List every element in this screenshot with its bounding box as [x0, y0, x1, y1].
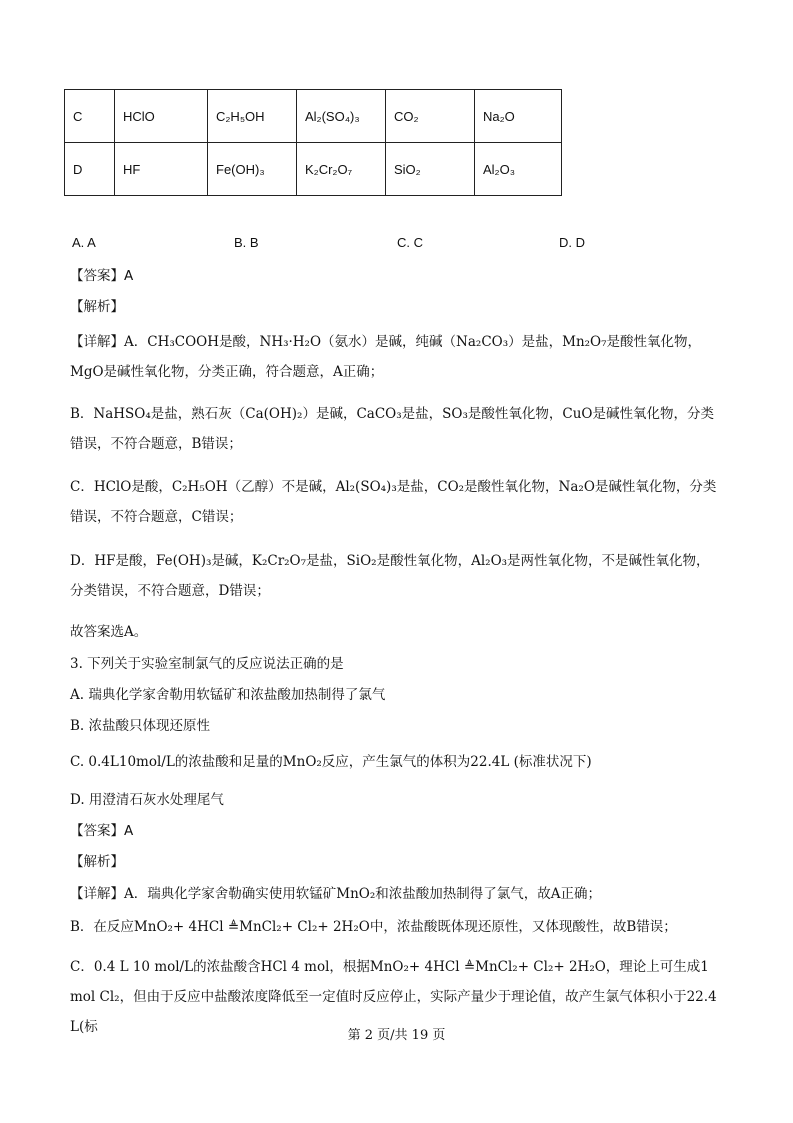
table-row	[65, 90, 562, 143]
q2-detail-a: 【详解】A．CH₃COOH是酸，NH₃·H₂O（氨水）是碱，纯碱（Na₂CO₃）是盐，Mn₂O₇是酸性氧化物，MgO是碱性氧化物，分类正确，符合题意，A正确；	[70, 334, 702, 380]
q2-answer: 【答案】A	[70, 268, 134, 284]
option-d: D. D	[559, 235, 585, 250]
q3-detail-a: 【详解】A．瑞典化学家舍勒确实使用软锰矿MnO₂和浓盐酸加热制得了氯气，故A正确；	[70, 886, 601, 902]
base-cell: C₂H₅OH	[208, 90, 297, 143]
base-cell: Fe(OH)₃	[208, 143, 297, 196]
table-row	[65, 143, 562, 196]
option-c: C. C	[397, 235, 423, 250]
q3-option-a: A. 瑞典化学家舍勒用软锰矿和浓盐酸加热制得了氯气	[70, 687, 386, 703]
acid-oxide-cell: CO₂	[386, 90, 475, 143]
option-a: A. A	[72, 235, 96, 250]
basic-oxide-cell: Na₂O	[475, 90, 562, 143]
q3-stem: 3. 下列关于实验室制氯气的反应说法正确的是	[70, 656, 344, 672]
classification-table	[64, 89, 562, 196]
q2-conclusion: 故答案选A。	[70, 624, 148, 640]
acid-oxide-cell: SiO₂	[386, 143, 475, 196]
q2-detail-b: B．NaHSO₄是盐，熟石灰（Ca(OH)₂）是碱，CaCO₃是盐，SO₃是酸性氧化物，CuO是碱性氧化物，分类错误，不符合题意，B错误；	[70, 406, 714, 452]
q3-option-c: C. 0.4L10mol/L的浓盐酸和足量的MnO₂反应，产生氯气的体积为22.4L (标准状况下)	[70, 754, 592, 770]
q2-detail-d: D．HF是酸，Fe(OH)₃是碱，K₂Cr₂O₇是盐，SiO₂是酸性氧化物，Al₂O₃是两性氧化物，不是碱性氧化物，分类错误，不符合题意，D错误；	[70, 553, 710, 599]
q2-detail-c: C．HClO是酸，C₂H₅OH（乙醇）不是碱，Al₂(SO₄)₃是盐，CO₂是酸性氧化物，Na₂O是碱性氧化物，分类错误，不符合题意，C错误；	[70, 479, 717, 525]
basic-oxide-cell: Al₂O₃	[475, 143, 562, 196]
q3-option-d: D. 用澄清石灰水处理尾气	[70, 792, 224, 808]
row-label: D	[65, 143, 115, 196]
acid-cell: HClO	[115, 90, 208, 143]
q3-option-b: B. 浓盐酸只体现还原性	[70, 718, 211, 734]
q2-analysis-heading: 【解析】	[70, 299, 124, 315]
page-footer: 第 2 页/共 19 页	[347, 1028, 446, 1043]
salt-cell: K₂Cr₂O₇	[297, 143, 386, 196]
row-label: C	[65, 90, 115, 143]
q3-detail-c: C．0.4 L 10 mol/L的浓盐酸含HCl 4 mol，根据MnO₂+ 4HCl ≜MnCl₂+ Cl₂+ 2H₂O，理论上可生成1 mol Cl₂，但由于反应中盐酸浓度降低至一定值时反应停止，实际产量少于理论值，故产生氯气体积小于22.4 L(标	[70, 959, 717, 1035]
option-b: B. B	[234, 235, 259, 250]
acid-cell: HF	[115, 143, 208, 196]
q3-analysis-heading: 【解析】	[70, 854, 124, 870]
salt-cell: Al₂(SO₄)₃	[297, 90, 386, 143]
q3-answer: 【答案】A	[70, 823, 134, 839]
q3-detail-b: B．在反应MnO₂+ 4HCl ≜MnCl₂+ Cl₂+ 2H₂O中，浓盐酸既体现还原性，又体现酸性，故B错误；	[70, 919, 677, 935]
